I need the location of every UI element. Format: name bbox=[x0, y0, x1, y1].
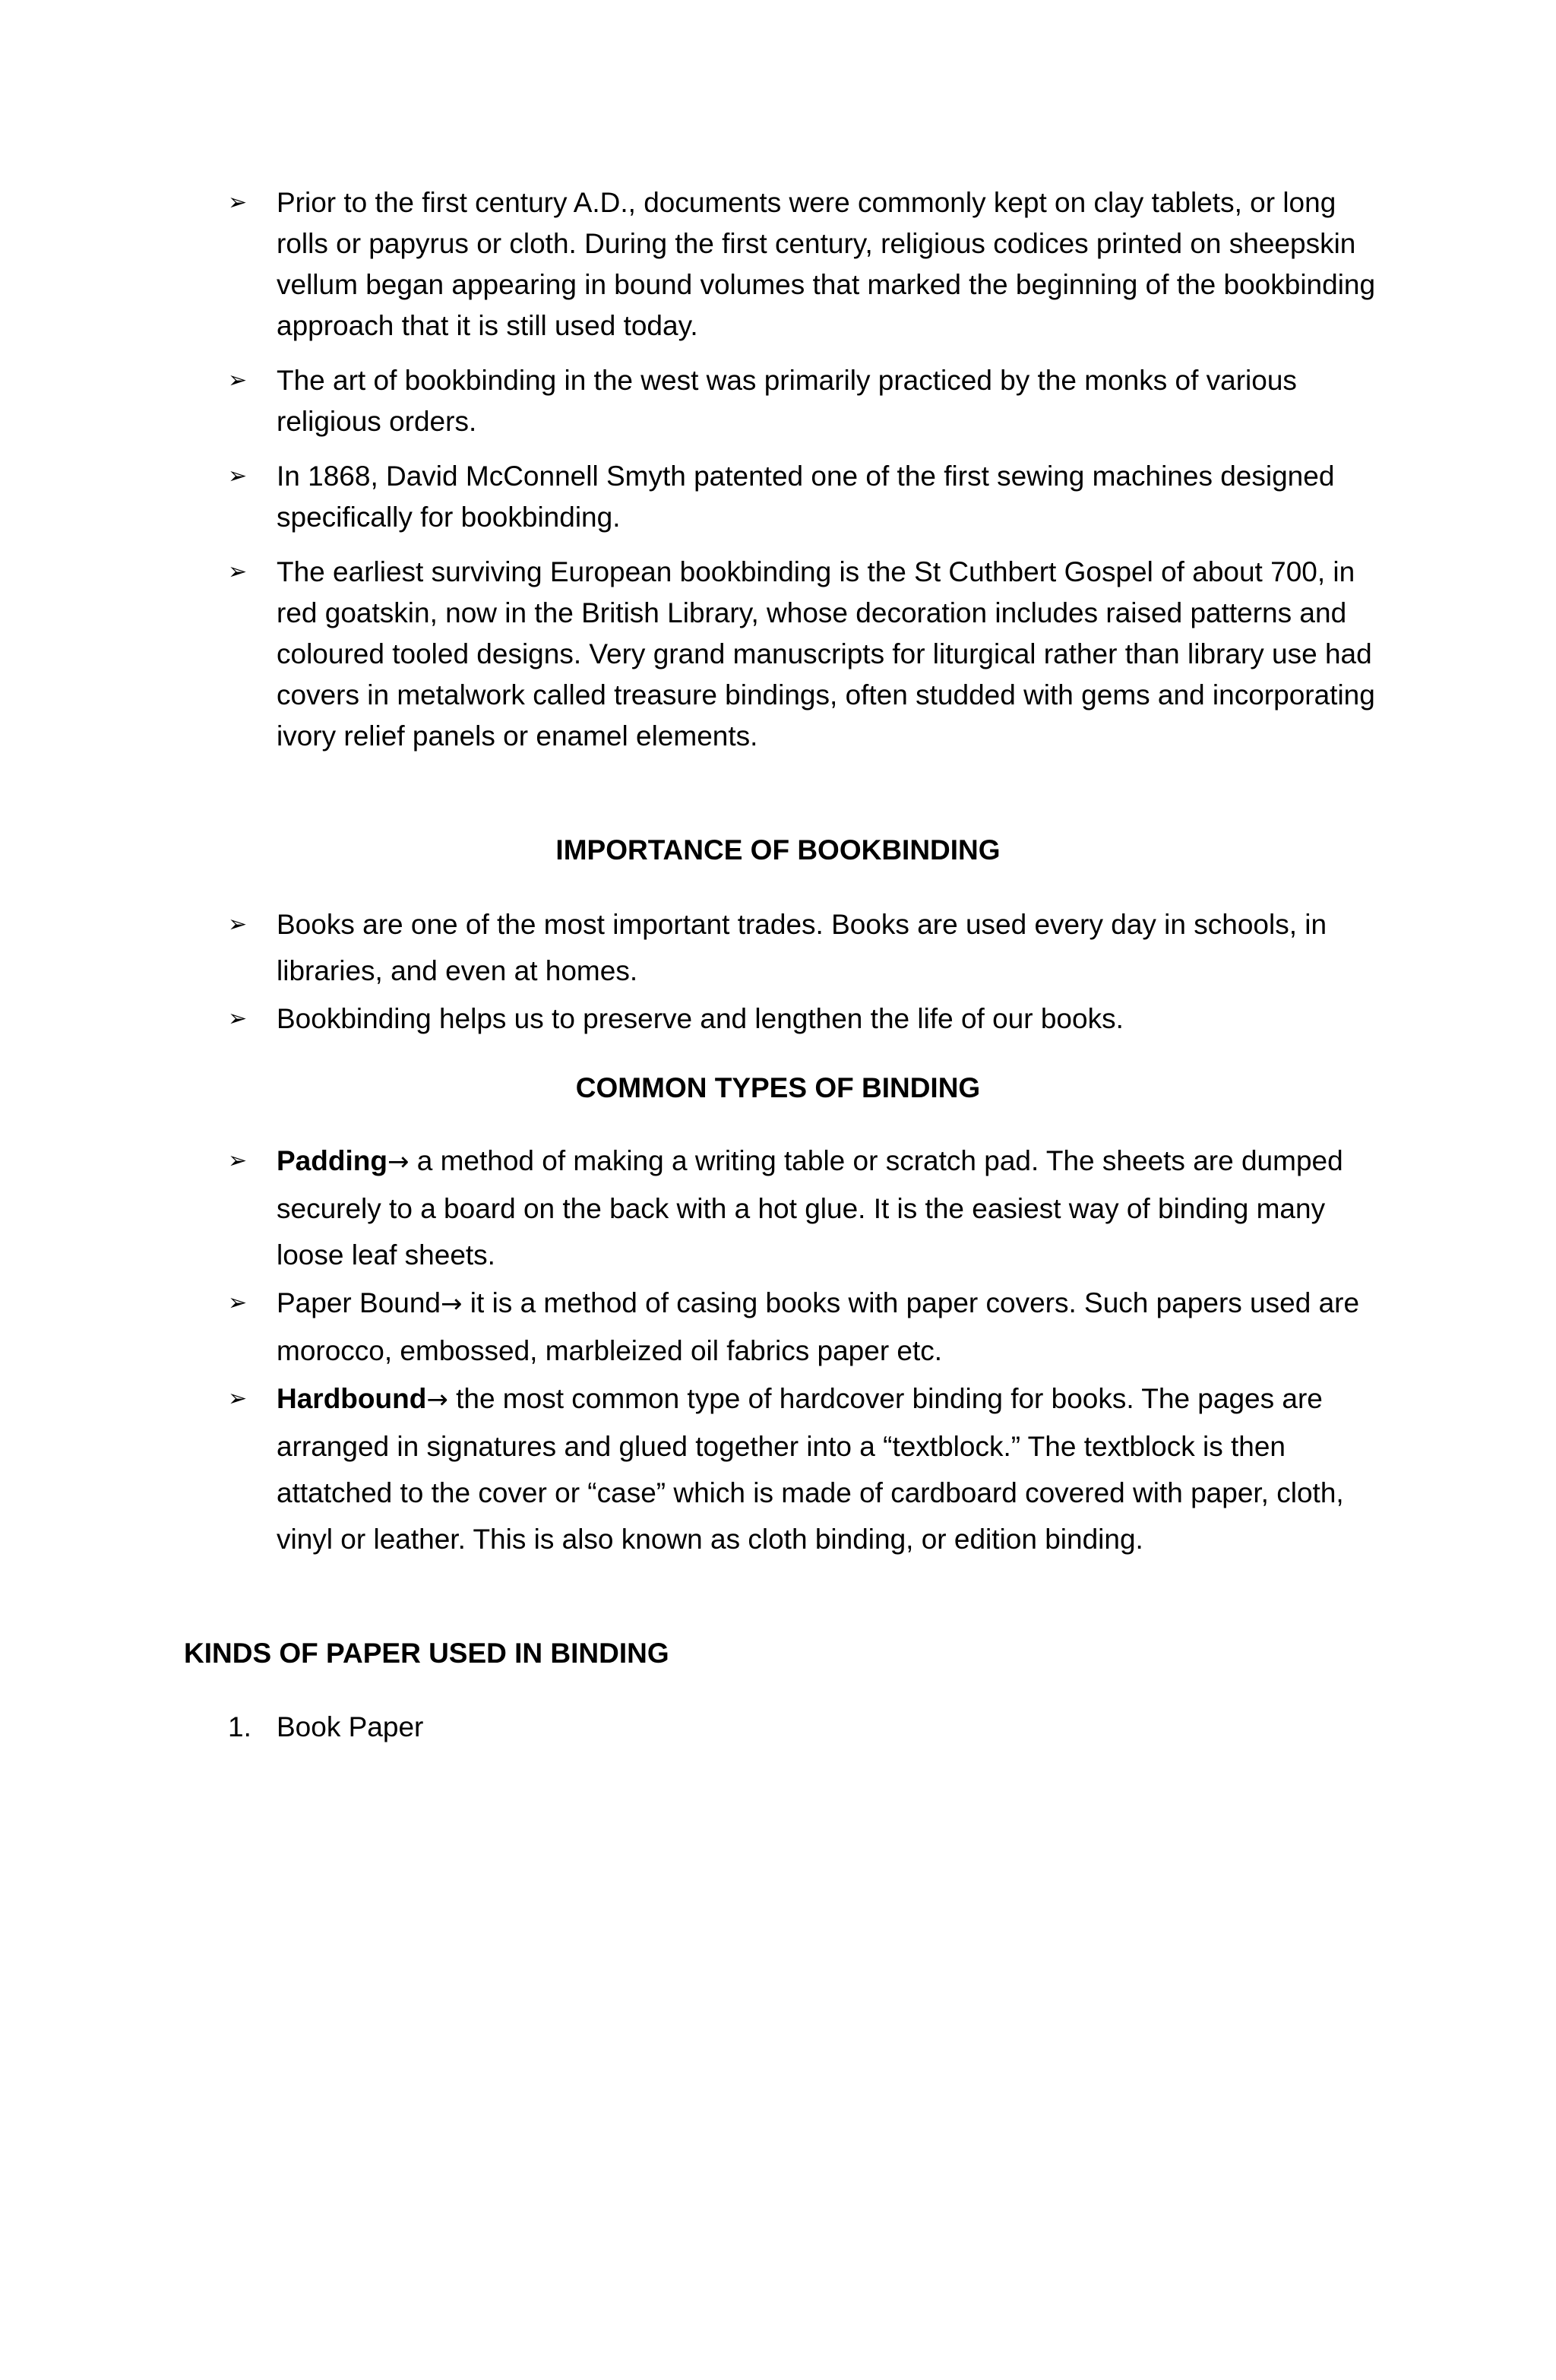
types-heading: COMMON TYPES OF BINDING bbox=[575, 1072, 981, 1103]
list-item bbox=[228, 552, 1383, 757]
list-item bbox=[228, 1375, 1383, 1562]
history-list bbox=[228, 182, 1383, 771]
list-item-text: In 1868, David McConnell Smyth patented one of the first sewing machines designed specifically for bookbinding. bbox=[277, 460, 1335, 533]
right-arrow-icon: → bbox=[426, 1385, 448, 1415]
paper-kinds-list bbox=[228, 1707, 423, 1748]
arrow-bullet-icon: ➢ bbox=[228, 1147, 248, 1174]
list-item-text: Books are one of the most important trades. Books are used every day in schools, in libraries, and even at homes. bbox=[277, 909, 1327, 986]
arrow-bullet-icon: ➢ bbox=[228, 1005, 248, 1032]
right-arrow-icon: → bbox=[387, 1147, 410, 1177]
right-arrow-icon: → bbox=[441, 1289, 463, 1319]
list-item-number: 1. bbox=[228, 1711, 251, 1742]
arrow-bullet-icon: ➢ bbox=[228, 1290, 248, 1316]
arrow-bullet-icon: ➢ bbox=[228, 1385, 248, 1412]
term-padding: Padding bbox=[277, 1145, 387, 1176]
list-item bbox=[228, 995, 1383, 1042]
list-item bbox=[228, 901, 1383, 994]
list-item-text: Bookbinding helps us to preserve and lengthen the life of our books. bbox=[277, 1003, 1124, 1034]
list-item bbox=[228, 360, 1383, 442]
arrow-bullet-icon: ➢ bbox=[228, 463, 248, 489]
list-item-text: The earliest surviving European bookbinding is the St Cuthbert Gospel of about 700, in red goatskin, now in the British Library, whose decoration includes raised patterns and coloured tooled designs. Very grand manuscripts for liturgical rather than library use had covers in metalwork called treasure bindings, often studded with gems and incorporating ivory relief panels or enamel elements. bbox=[277, 556, 1375, 752]
paper-kinds-heading: KINDS OF PAPER USED IN BINDING bbox=[184, 1638, 669, 1669]
arrow-bullet-icon: ➢ bbox=[228, 367, 248, 394]
list-item bbox=[228, 1138, 1383, 1278]
importance-heading: IMPORTANCE OF BOOKBINDING bbox=[555, 834, 1001, 866]
list-item-text: it is a method of casing books with paper covers. Such papers used are morocco, embossed, marbleized oil fabrics paper etc. bbox=[277, 1287, 1360, 1366]
list-item bbox=[228, 456, 1383, 538]
arrow-bullet-icon: ➢ bbox=[228, 189, 248, 216]
types-list bbox=[228, 1138, 1383, 1564]
list-item bbox=[228, 1280, 1383, 1374]
list-item-text: Prior to the first century A.D., documents were commonly kept on clay tablets, or long rolls or papyrus or cloth. During the first century, religious codices printed on sheepskin vellum began appearing in bound volumes that marked the beginning of the bookbinding approach that it is still used today. bbox=[277, 187, 1376, 341]
list-item-text: Book Paper bbox=[277, 1711, 424, 1742]
term-hardbound: Hardbound bbox=[277, 1383, 427, 1414]
list-item bbox=[228, 182, 1383, 347]
list-item bbox=[228, 1707, 423, 1748]
list-item-text: the most common type of hardcover binding for books. The pages are arranged in signatures and glued together into a “textblock.” The textblock is then attatched to the cover or “case” which is made of cardboard covered with paper, cloth, vinyl or leather. This is also known as cloth binding, or edition binding. bbox=[277, 1383, 1344, 1555]
list-item-text: a method of making a writing table or scratch pad. The sheets are dumped securely to a board on the back with a hot glue. It is the easiest way of binding many loose leaf sheets. bbox=[277, 1145, 1343, 1271]
arrow-bullet-icon: ➢ bbox=[228, 559, 248, 585]
list-item-text: The art of bookbinding in the west was primarily practiced by the monks of various religious orders. bbox=[277, 365, 1297, 437]
arrow-bullet-icon: ➢ bbox=[228, 911, 248, 938]
term-paper-bound: Paper Bound bbox=[277, 1287, 441, 1318]
importance-list bbox=[228, 901, 1383, 1043]
